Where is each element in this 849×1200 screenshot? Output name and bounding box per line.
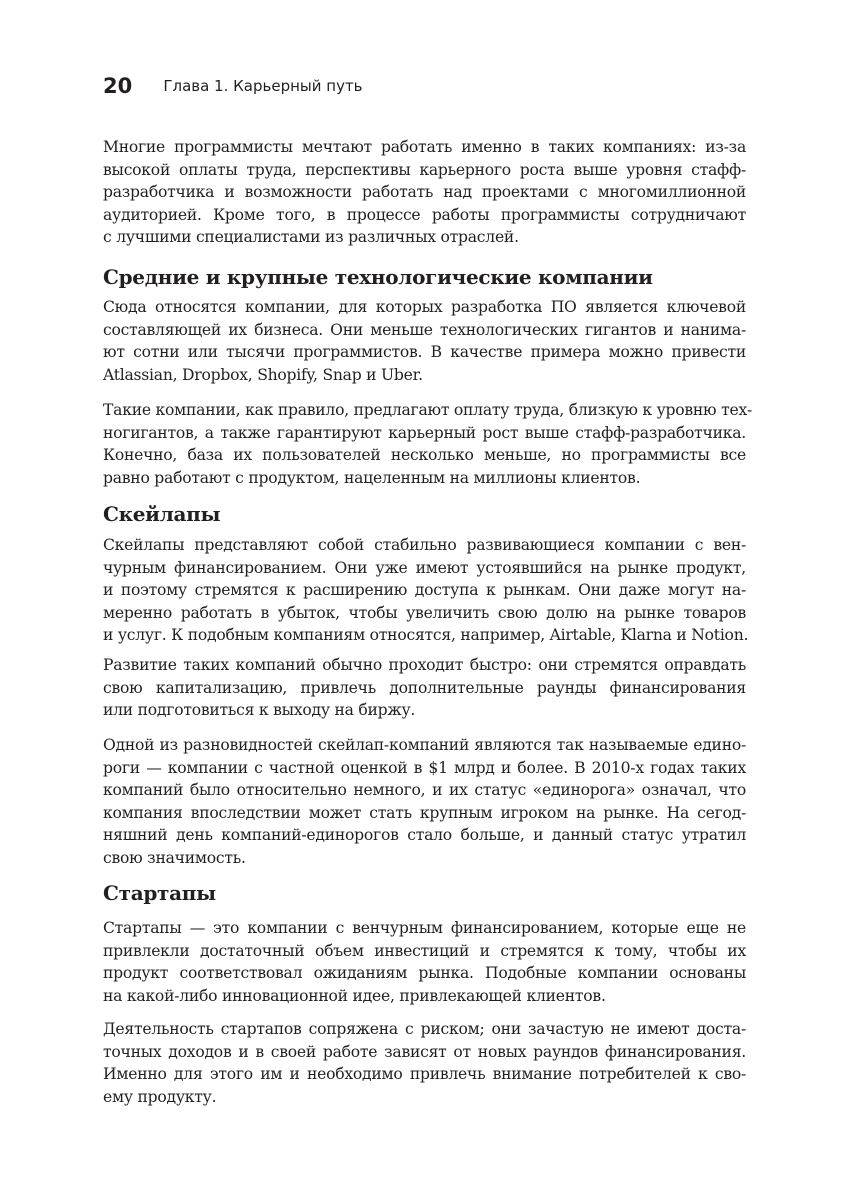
section-heading: Средние и крупные технологические компании <box>103 265 653 289</box>
text-line: компания впоследствии может стать крупным игроком на рынке. На сегод- <box>103 803 746 822</box>
text-line: равно работают с продуктом, нацеленным на миллионы клиентов. <box>103 468 641 487</box>
page-number: 20 <box>103 74 133 98</box>
section-heading-block <box>103 501 746 527</box>
text-line: Многие программисты мечтают работать именно в таких компаниях: из-за <box>103 138 746 156</box>
paragraph <box>103 734 746 869</box>
paragraph <box>103 917 746 1007</box>
text-line: свою значимость. <box>103 848 246 867</box>
text-line: чурным финансированием. Они уже имеют устоявшийся на рынке продукт, <box>103 558 746 577</box>
text-line: Деятельность стартапов сопряжена с риском; они зачастую не имеют доста- <box>103 1020 746 1038</box>
section-heading-block <box>103 264 746 290</box>
text-line: и услуг. К подобным компаниям относятся, например, Airtable, Klarna и Notion. <box>103 626 749 644</box>
text-line: компаний было относительно немного, и их статус «единорога» означал, что <box>103 781 746 799</box>
text-line: няшний день компаний-единорогов стало больше, и данный статус утратил <box>103 826 746 844</box>
chapter-title: Глава 1. Карьерный путь <box>163 77 363 95</box>
text-line: привлекли достаточный объем инвестиций и стремятся к тому, чтобы их <box>103 941 746 960</box>
section-heading: Стартапы <box>103 881 216 905</box>
paragraph <box>103 1018 746 1108</box>
text-line: ют сотни или тысячи программистов. В качестве примера можно привести <box>103 343 746 361</box>
text-line: ногигантов, а также гарантируют карьерный рост выше стафф-разработчика. <box>103 423 746 442</box>
text-line: Скейлапы представляют собой стабильно развивающиеся компании с вен- <box>103 536 746 554</box>
paragraph <box>103 534 749 647</box>
text-line: меренно работать в убыток, чтобы увеличить свою долю на рынке товаров <box>103 603 746 622</box>
text-line: Развитие таких компаний обычно проходит быстро: они стремятся оправдать <box>103 656 746 674</box>
text-line: и поэтому стремятся к расширению доступа к рынкам. Они даже могут на- <box>103 581 746 599</box>
text-line: или подготовиться к выходу на биржу. <box>103 701 416 719</box>
running-header <box>103 74 363 98</box>
text-line: Сюда относятся компании, для которых разработка ПО является ключевой <box>103 298 746 316</box>
text-line: Такие компании, как правило, предлагают оплату труда, близкую к уровню тех- <box>103 401 753 419</box>
text-line: на какой-либо инновационной идее, привлекающей клиентов. <box>103 986 606 1005</box>
text-line: точных доходов и в своей работе зависят от новых раундов финансирования. <box>103 1042 746 1061</box>
text-line: ему продукту. <box>103 1087 217 1106</box>
paragraph <box>103 296 746 386</box>
text-line: аудиторией. Кроме того, в процессе работы программисты сотрудничают <box>103 205 746 224</box>
paragraph <box>103 399 753 489</box>
section-heading-block <box>103 880 746 906</box>
text-line: Atlassian, Dropbox, Shopify, Snap и Uber. <box>103 365 423 384</box>
text-line: Именно для этого им и необходимо привлечь внимание потребителей к сво- <box>103 1065 746 1083</box>
text-line: роги — компании с частной оценкой в $1 млрд и более. В 2010-х годах таких <box>103 758 746 777</box>
section-heading: Скейлапы <box>103 502 221 526</box>
text-line: с лучшими специалистами из различных отраслей. <box>103 228 519 246</box>
text-line: составляющей их бизнеса. Они меньше технологических гигантов и нанима- <box>103 320 746 339</box>
text-line: Одной из разновидностей скейлап-компаний являются так называемые едино- <box>103 736 746 754</box>
text-line: Стартапы — это компании с венчурным финансированием, которые еще не <box>103 919 746 937</box>
text-line: свою капитализацию, привлечь дополнительные раунды финансирования <box>103 678 746 697</box>
text-line: продукт соответствовал ожиданиям рынка. Подобные компании основаны <box>103 964 746 982</box>
text-line: разработчика и возможности работать над проектами с многомиллионной <box>103 183 746 201</box>
paragraph <box>103 136 746 249</box>
text-line: Конечно, база их пользователей несколько меньше, но программисты все <box>103 446 746 464</box>
paragraph <box>103 654 746 722</box>
text-line: высокой оплаты труда, перспективы карьерного роста выше уровня стафф- <box>103 160 746 179</box>
